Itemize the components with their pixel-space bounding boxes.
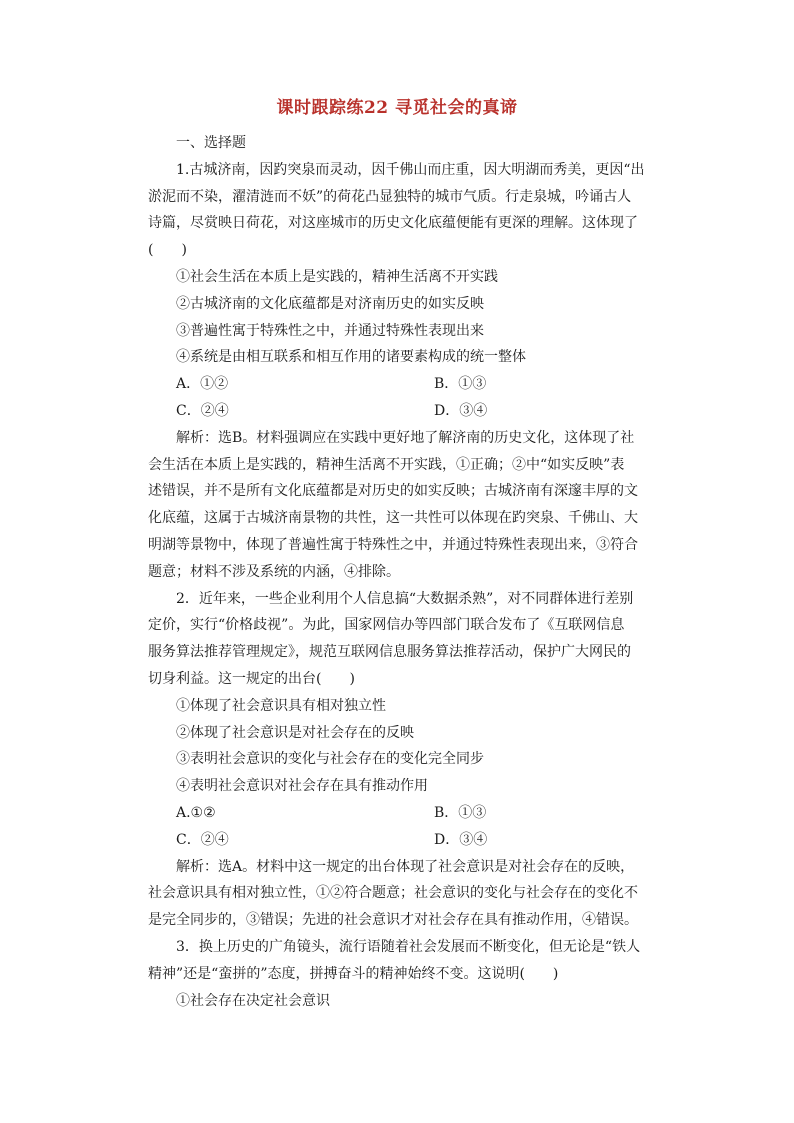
statement-option: ②体现了社会意识是对社会存在的反映 [176, 724, 414, 741]
page-title: 课时跟踪练22 寻觅社会的真谛 [276, 98, 518, 118]
analysis-line: 述错误，并不是所有文化底蕴都是对历史的如实反映；古城济南有深邃丰厚的文 [148, 483, 638, 500]
analysis-line: 社会意识具有相对独立性，①②符合题意；社会意识的变化与社会存在的变化不 [148, 885, 638, 902]
question-stem-line: 淤泥而不染，濯清涟而不妖”的荷花凸显独特的城市气质。行走泉城，吟诵古人 [148, 188, 632, 205]
question-stem-line: 1.古城济南，因趵突泉而灵动，因千佛山而庄重，因大明湖而秀美，更因“出 [176, 161, 645, 178]
question-3 [148, 934, 648, 1014]
question-1 [148, 157, 648, 586]
choice-d: D．③④ [434, 831, 488, 848]
choice-c: C．②④ [176, 402, 229, 419]
choice-row [148, 800, 648, 827]
analysis-line: 化底蕴，这属于古城济南景物的共性，这一共性可以体现在趵突泉、千佛山、大 [148, 510, 638, 527]
statement-option: ③普遍性寓于特殊性之中，并通过特殊性表现出来 [176, 322, 484, 339]
analysis-line: 明湖等景物中，体现了普遍性寓于特殊性之中，并通过特殊性表现出来，③符合 [148, 536, 638, 553]
question-2 [148, 586, 648, 934]
question-stem-line: 3．换上历史的广角镜头，流行语随着社会发展而不断变化，但无论是“铁人 [176, 938, 641, 955]
question-stem-line: 精神”还是“蛮拼的”态度，拼搏奋斗的精神始终不变。这说明( ) [148, 965, 559, 982]
question-stem-line: 诗篇，尽赏映日荷花，对这座城市的历史文化底蕴便能有更深的理解。这体现了 [148, 215, 638, 232]
choice-b: B．①③ [434, 376, 487, 393]
question-stem-line: 切身利益。这一规定的出台( ) [148, 670, 355, 687]
choice-row [148, 398, 648, 425]
statement-option: ①社会存在决定社会意识 [176, 992, 330, 1009]
choice-row [148, 827, 648, 854]
analysis-line: 解析：选A。材料中这一规定的出台体现了社会意识是对社会存在的反映， [176, 858, 635, 875]
statement-option: ①社会生活在本质上是实践的，精神生活离不开实践 [176, 268, 498, 285]
choice-row [148, 371, 648, 398]
analysis-line: 解析：选B。材料强调应在实践中更好地了解济南的历史文化，这体现了社 [176, 429, 635, 446]
document-body [148, 130, 648, 1014]
choice-a: A.①② [176, 804, 216, 821]
question-stem-line: 2．近年来，一些企业利用个人信息搞“大数据杀熟”，对不同群体进行差别 [176, 590, 634, 607]
statement-option: ④表明社会意识对社会存在具有推动作用 [176, 778, 428, 795]
analysis-line: 会生活在本质上是实践的，精神生活离不开实践，①正确；②中“如实反映”表 [148, 456, 625, 473]
question-stem-line: ( ) [148, 242, 187, 259]
question-stem-line: 服务算法推荐管理规定》，规范互联网信息服务算法推荐活动，保护广大网民的 [148, 644, 631, 661]
analysis-line: 是完全同步的，③错误；先进的社会意识才对社会存在具有推动作用，④错误。 [148, 912, 638, 929]
choice-a: A．①② [176, 376, 229, 393]
choice-c: C．②④ [176, 831, 229, 848]
statement-option: ④系统是由相互联系和相互作用的诸要素构成的统一整体 [176, 349, 526, 366]
analysis-line: 题意；材料不涉及系统的内涵，④排除。 [148, 563, 400, 580]
statement-option: ③表明社会意识的变化与社会存在的变化完全同步 [176, 751, 484, 768]
choice-d: D．③④ [434, 402, 488, 419]
statement-option: ①体现了社会意识具有相对独立性 [176, 697, 386, 714]
section-heading: 一、选择题 [176, 135, 246, 151]
choice-b: B．①③ [434, 804, 487, 821]
statement-option: ②古城济南的文化底蕴都是对济南历史的如实反映 [176, 295, 484, 312]
question-stem-line: 定价，实行“价格歧视”。为此，国家网信办等四部门联合发布了《互联网信息 [148, 617, 625, 634]
